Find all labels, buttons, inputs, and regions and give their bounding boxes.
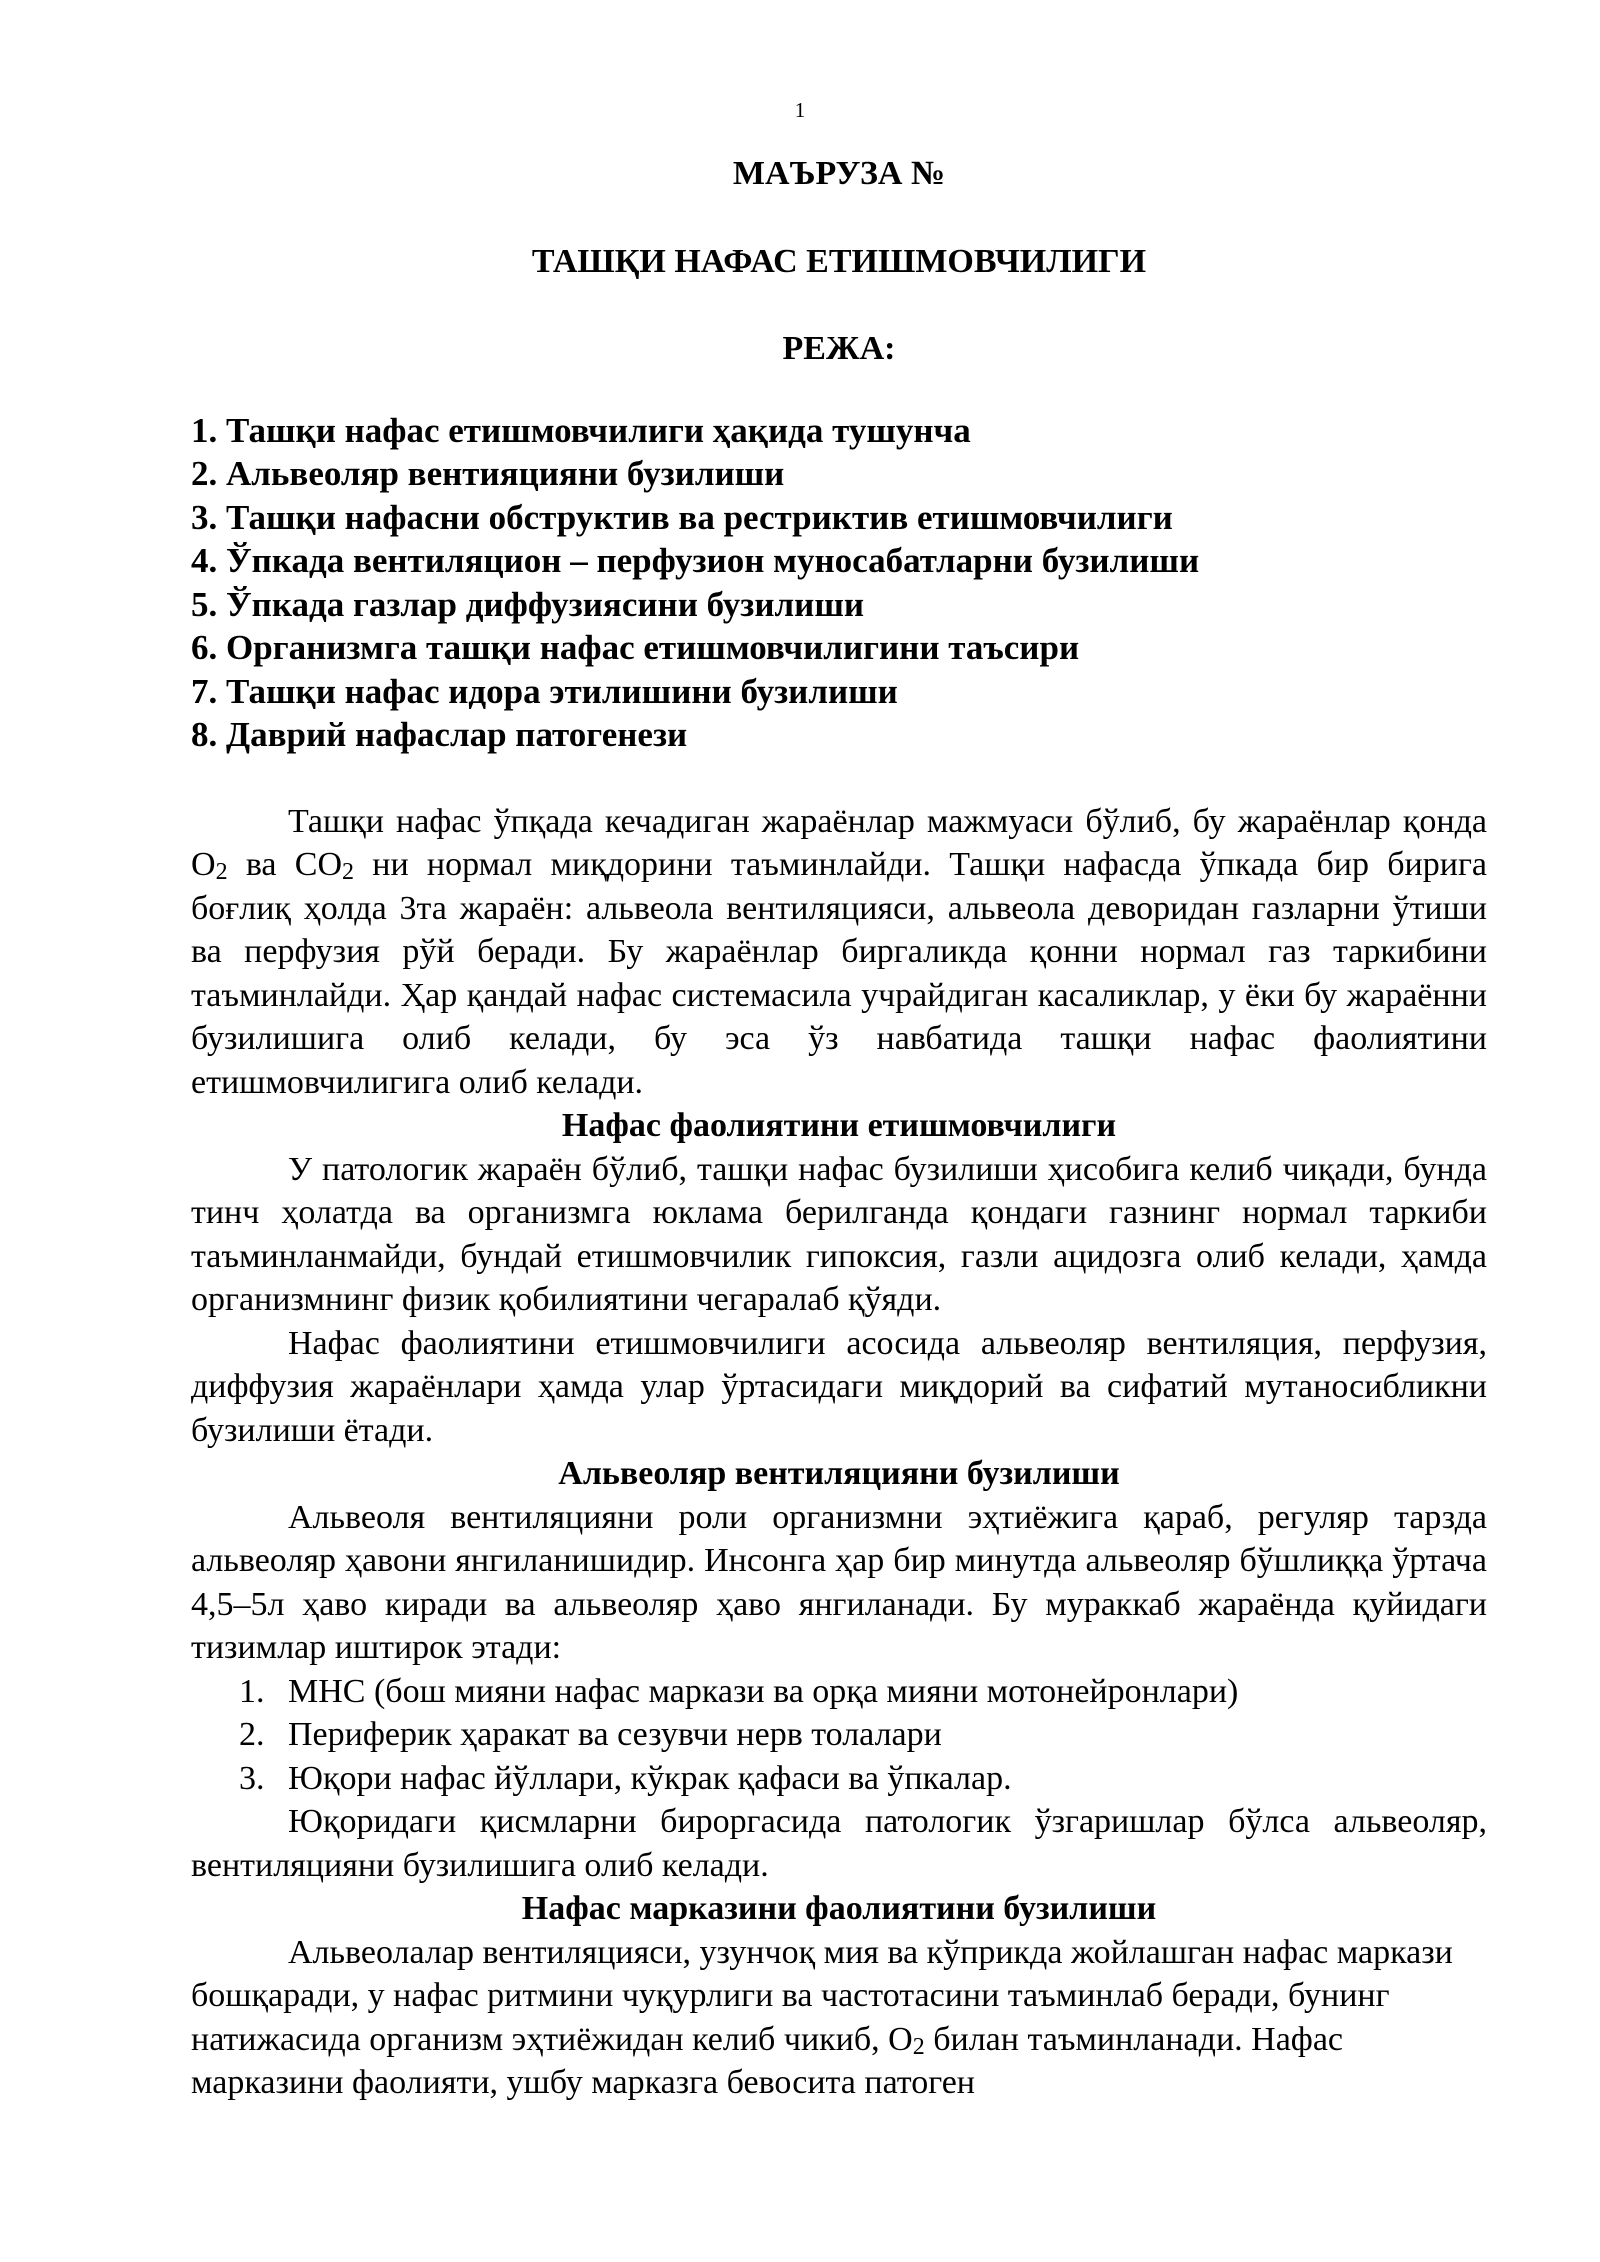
- plan-item: 3. Ташқи нафасни обструктив ва рестриктив етишмовчилиги: [191, 497, 1173, 537]
- plan-item: 7. Ташқи нафас идора этилишини бузилиши: [191, 671, 898, 711]
- section-heading-respiratory-failure: Нафас фаолиятини етишмовчилиги: [561, 1107, 1117, 1144]
- paragraph: Альвеолалар вентиляцияси, узунчоқ мия ва кўприкда жойлашган нафас маркази бошқаради, у нафас ритмини чуқурлиги ва частотасини таъминлаб беради, бунинг натижасида организм эҳтиёжидан келиб чикиб, $О_2$ билан таъминланади. Нафас марказини фаолияти, ушбу марказга бевосита патоген: [191, 1933, 1453, 2101]
- list-item: 2. Периферик ҳаракат ва сезувчи нерв толалари: [239, 1716, 942, 1753]
- plan-item: 1. Ташқи нафас етишмовчилиги ҳақида тушунча: [191, 410, 971, 450]
- plan-item: 6. Организмга ташқи нафас етишмовчилигини таъсири: [191, 628, 1080, 667]
- plan-title: РЕЖА:: [782, 330, 896, 367]
- list-item: 3. Юқори нафас йўллари, кўкрак қафаси ва ўпкалар.: [239, 1759, 1012, 1797]
- paragraph: У патологик жараён бўлиб, ташқи нафас бузилиши ҳисобига келиб чиқади, бунда тинч ҳолатда ва организмга юклама берилганда қондаги газнинг нормал таркиби таъминланмайди, бундай етишмовчилик гипоксия, газли ацидозга олиб келади, ҳамда организмнинг физик қобилиятини чегаралаб қўяди.: [191, 1150, 1487, 1318]
- plan-item: 4. Ўпкада вентиляцион – перфузион муносабатларни бузилиши: [191, 541, 1200, 580]
- document-body: [191, 152, 1487, 2105]
- lecture-title: МАЪРУЗА №: [732, 155, 946, 192]
- intro-paragraph: Ташқи нафас ўпқада кечадиган жараёнлар мажмуаси бўлиб, бу жараёнлар қонда $О_2$ ва $СО_2$ ни нормал миқдорини таъминлайди. Ташқи нафасда ўпкада бир бирига боғлиқ ҳолда 3та жараён: альвеола вентиляцияси, альвеола деворидан газларни ўтиши ва перфузия рўй беради. Бу жараёнлар биргаликда қонни нормал газ таркибини таъминлайди. Ҳар қандай нафас системасила учрайдиган касаликлар, у ёки бу жараённи бузилишига олиб келади, бу эса ўз навбатида ташқи нафас фаолиятини етишмовчилигига олиб келади.: [191, 802, 1487, 1101]
- topic-title: ТАШҚИ НАФАС ЕТИШМОВЧИЛИГИ: [531, 242, 1147, 280]
- section-heading-alveolar-ventilation: Альвеоляр вентиляцияни бузилиши: [558, 1455, 1120, 1492]
- plan-list: [191, 409, 1487, 757]
- plan-item: 2. Альвеоляр вентияцияни бузилиши: [191, 454, 785, 493]
- systems-list: [191, 1670, 1487, 1801]
- plan-item: 8. Даврий нафаслар патогенези: [191, 715, 688, 754]
- section-heading-respiratory-center: Нафас марказини фаолиятини бузилиши: [521, 1890, 1157, 1927]
- list-item: 1. МНС (бош мияни нафас маркази ва орқа мияни мотонейронлари): [239, 1672, 1239, 1710]
- page-number: 1: [794, 98, 806, 122]
- plan-item: 5. Ўпкада газлар диффузиясини бузилиши: [191, 584, 865, 624]
- paragraph: Альвеоля вентиляцияни роли организмни эҳтиёжига қараб, регуляр тарзда альвеоляр ҳавони янгиланишидир. Инсонга ҳар бир минутда альвеоляр бўшлиққа ўртача 4,5–5л ҳаво киради ва альвеоляр ҳаво янгиланади. Бу мураккаб жараёнда қуйидаги тизимлар иштирок этади:: [191, 1498, 1487, 1666]
- paragraph: Нафас фаолиятини етишмовчилиги асосида альвеоляр вентиляция, перфузия, диффузия жараёнлари ҳамда улар ўртасидаги миқдорий ва сифатий мутаносибликни бузилиши ётади.: [191, 1324, 1487, 1449]
- paragraph: Юқоридаги қисмларни бироргасида патологик ўзгаришлар бўлса альвеоляр, вентиляцияни бузилишига олиб келади.: [191, 1803, 1487, 1884]
